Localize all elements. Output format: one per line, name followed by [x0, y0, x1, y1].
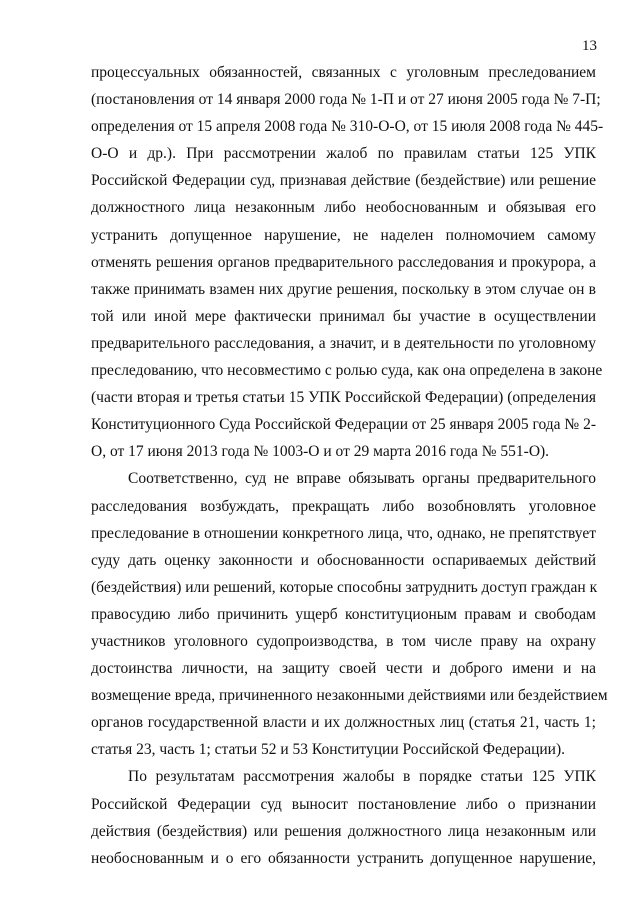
paragraph-first-line: Соответственно, суд не вправе обязывать органы предварительного [128, 470, 596, 488]
text-line: также принимать взамен них другие решения, поскольку в этом случае он в [91, 280, 596, 298]
text-line: правосудию либо причинить ущерб конституционым правам и свободам [91, 605, 596, 623]
text-line: (постановления от 14 января 2000 года № 1-П и от 27 июня 2005 года № 7-П; [91, 91, 601, 109]
text-line: необоснованным и о его обязанности устранить допущенное нарушение, [91, 849, 596, 867]
text-line: суду дать оценку законности и обоснованности оспариваемых действий [91, 551, 596, 569]
text-line: участников уголовного судопроизводства, в том числе праву на охрану [91, 632, 596, 650]
text-line: органов государственной власти и их должностных лиц (статья 21, часть 1; [91, 714, 596, 732]
text-line: той или иной мере фактически принимал бы участие в осуществлении [91, 307, 596, 325]
text-line: устранить допущенное нарушение, не наделен полномочием самому [91, 226, 596, 244]
text-line: достоинства личности, на защиту своей чести и доброго имени и на [91, 660, 596, 678]
text-line: Российской Федерации суд, признавая действие (бездействие) или решение [91, 172, 596, 190]
text-line: (бездействия) или решений, которые способны затруднить доступ граждан к [91, 578, 598, 596]
text-line: расследования возбуждать, прекращать либо возобновлять уголовное [91, 497, 596, 515]
text-line: должностного лица незаконным либо необоснованным и обязывая его [91, 199, 596, 217]
text-line: преследованию, что несовместимо с ролью суда, как она определена в законе [91, 362, 603, 380]
text-line: процессуальных обязанностей, связанных с уголовным преследованием [91, 64, 596, 81]
text-line: Конституционного Суда Российской Федерации от 25 января 2005 года № 2- [91, 416, 596, 434]
text-line: Российской Федерации суд выносит постановление либо о признании [91, 795, 596, 813]
text-line: определения от 15 апреля 2008 года № 310-О-О, от 15 июля 2008 года № 445- [91, 118, 604, 136]
text-line: предварительного расследования, а значит, и в деятельности по уголовному [91, 334, 596, 352]
text-line: отменять решения органов предварительного расследования и прокурора, а [91, 253, 596, 271]
text-line-last: О, от 17 июня 2013 года № 1003-О и от 29 марта 2016 года № 551-О). [91, 443, 550, 461]
text-line: О-О и др.). При рассмотрении жалоб по правилам статьи 125 УПК [91, 145, 596, 163]
document-body [91, 59, 608, 872]
page-number: 13 [582, 38, 597, 54]
text-line: (части вторая и третья статьи 15 УПК Российской Федерации) (определения [91, 389, 596, 407]
text-line: преследование в отношении конкретного лица, что, однако, не препятствует [91, 524, 596, 542]
text-line: действия (бездействия) или решения должностного лица незаконным или [91, 822, 596, 840]
paragraph-first-line: По результатам рассмотрения жалобы в порядке статьи 125 УПК [128, 768, 596, 786]
text-line: возмещение вреда, причиненного незаконными действиями или бездействием [91, 687, 608, 705]
text-line-last: статья 23, часть 1; статьи 52 и 53 Конституции Российской Федерации). [91, 741, 566, 759]
